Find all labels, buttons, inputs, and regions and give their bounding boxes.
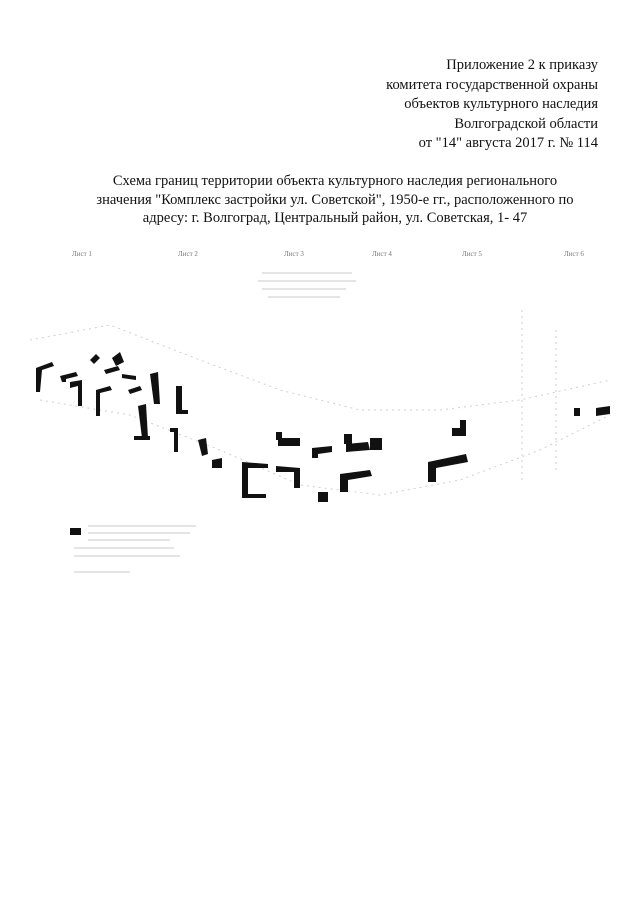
sheet-label-1: Лист 1 xyxy=(72,250,92,258)
sheet-label-5: Лист 5 xyxy=(462,250,482,258)
sheet-label-2: Лист 2 xyxy=(178,250,198,258)
title-line-1: Схема границ территории объекта культурного наследия регионального xyxy=(112,173,558,189)
appendix-line-2: комитета государственной охраны xyxy=(386,76,598,93)
sheet-label-4: Лист 4 xyxy=(372,250,392,258)
title-line-3: адресу: г. Волгоград, Центральный район, ул. Советская, 1- 47 xyxy=(142,210,528,226)
appendix-line-3: объектов культурного наследия xyxy=(404,96,598,112)
sheet-label-3: Лист 3 xyxy=(284,250,304,258)
title-line-2: значения "Комплекс застройки ул. Советской", 1950-е гг., расположенного по xyxy=(96,191,574,208)
appendix-line-4: Волгоградской области xyxy=(454,115,598,132)
sheet-label-6: Лист 6 xyxy=(564,250,584,258)
appendix-line-1: Приложение 2 к приказу xyxy=(446,57,598,73)
appendix-line-5: от "14" августа 2017 г. № 114 xyxy=(418,135,598,151)
